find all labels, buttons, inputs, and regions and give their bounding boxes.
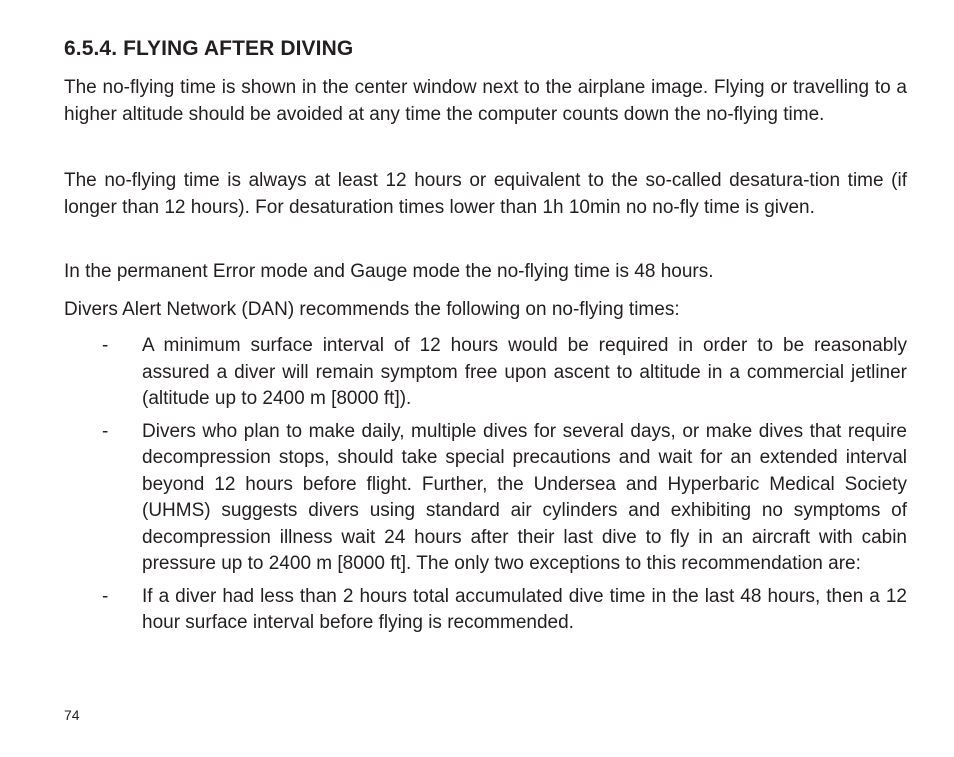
section-heading: 6.5.4. FLYING AFTER DIVING: [64, 37, 354, 60]
list-item-text: A minimum surface interval of 12 hours would be required in order to be reasonably assured a diver will remain symptom free upon ascent to altitude in a commercial jetliner (altitude up to 2400 m [8000 ft]).: [142, 335, 907, 409]
list-bullet: -: [102, 585, 109, 607]
list-bullet: -: [102, 420, 109, 442]
list-item-text: Divers who plan to make daily, multiple dives for several days, or make dives that require decompression stops, should take special precautions and wait for an extended interval beyond 12 hours before flight. Further, the Undersea and Hyperbaric Medical Society (UHMS) suggests divers using standard air cylinders and exhibiting no symptoms of decompression illness wait 24 hours after their last dive to fly in an aircraft with cabin pressure up to 2400 m [8000 ft]. The only two exceptions to this recommendation are:: [142, 420, 907, 574]
document-page: [64, 0, 907, 757]
paragraph-dan-recommendations: Divers Alert Network (DAN) recommends the following on no-flying times:: [64, 299, 680, 320]
list-bullet: -: [102, 335, 109, 356]
page-number: 74: [64, 707, 80, 723]
list-item: [64, 333, 907, 413]
recommendation-list: [64, 333, 907, 643]
paragraph-error-gauge-mode: In the permanent Error mode and Gauge mode the no-flying time is 48 hours.: [64, 261, 714, 282]
paragraph-minimum-no-flying-time: The no-flying time is always at least 12 hours or equivalent to the so-called desatura-tion time (if longer than 12 hours). For desaturation times lower than 1h 10min no no-fly time is given.: [64, 170, 907, 218]
list-item: [64, 419, 907, 578]
list-item-text: If a diver had less than 2 hours total accumulated dive time in the last 48 hours, then a 12 hour surface interval before flying is recommended.: [142, 585, 907, 633]
list-item: [64, 584, 907, 637]
paragraph-no-flying-display: The no-flying time is shown in the center window next to the airplane image. Flying or travelling to a higher altitude should be avoided at any time the computer counts down the no-flying time.: [64, 77, 907, 125]
